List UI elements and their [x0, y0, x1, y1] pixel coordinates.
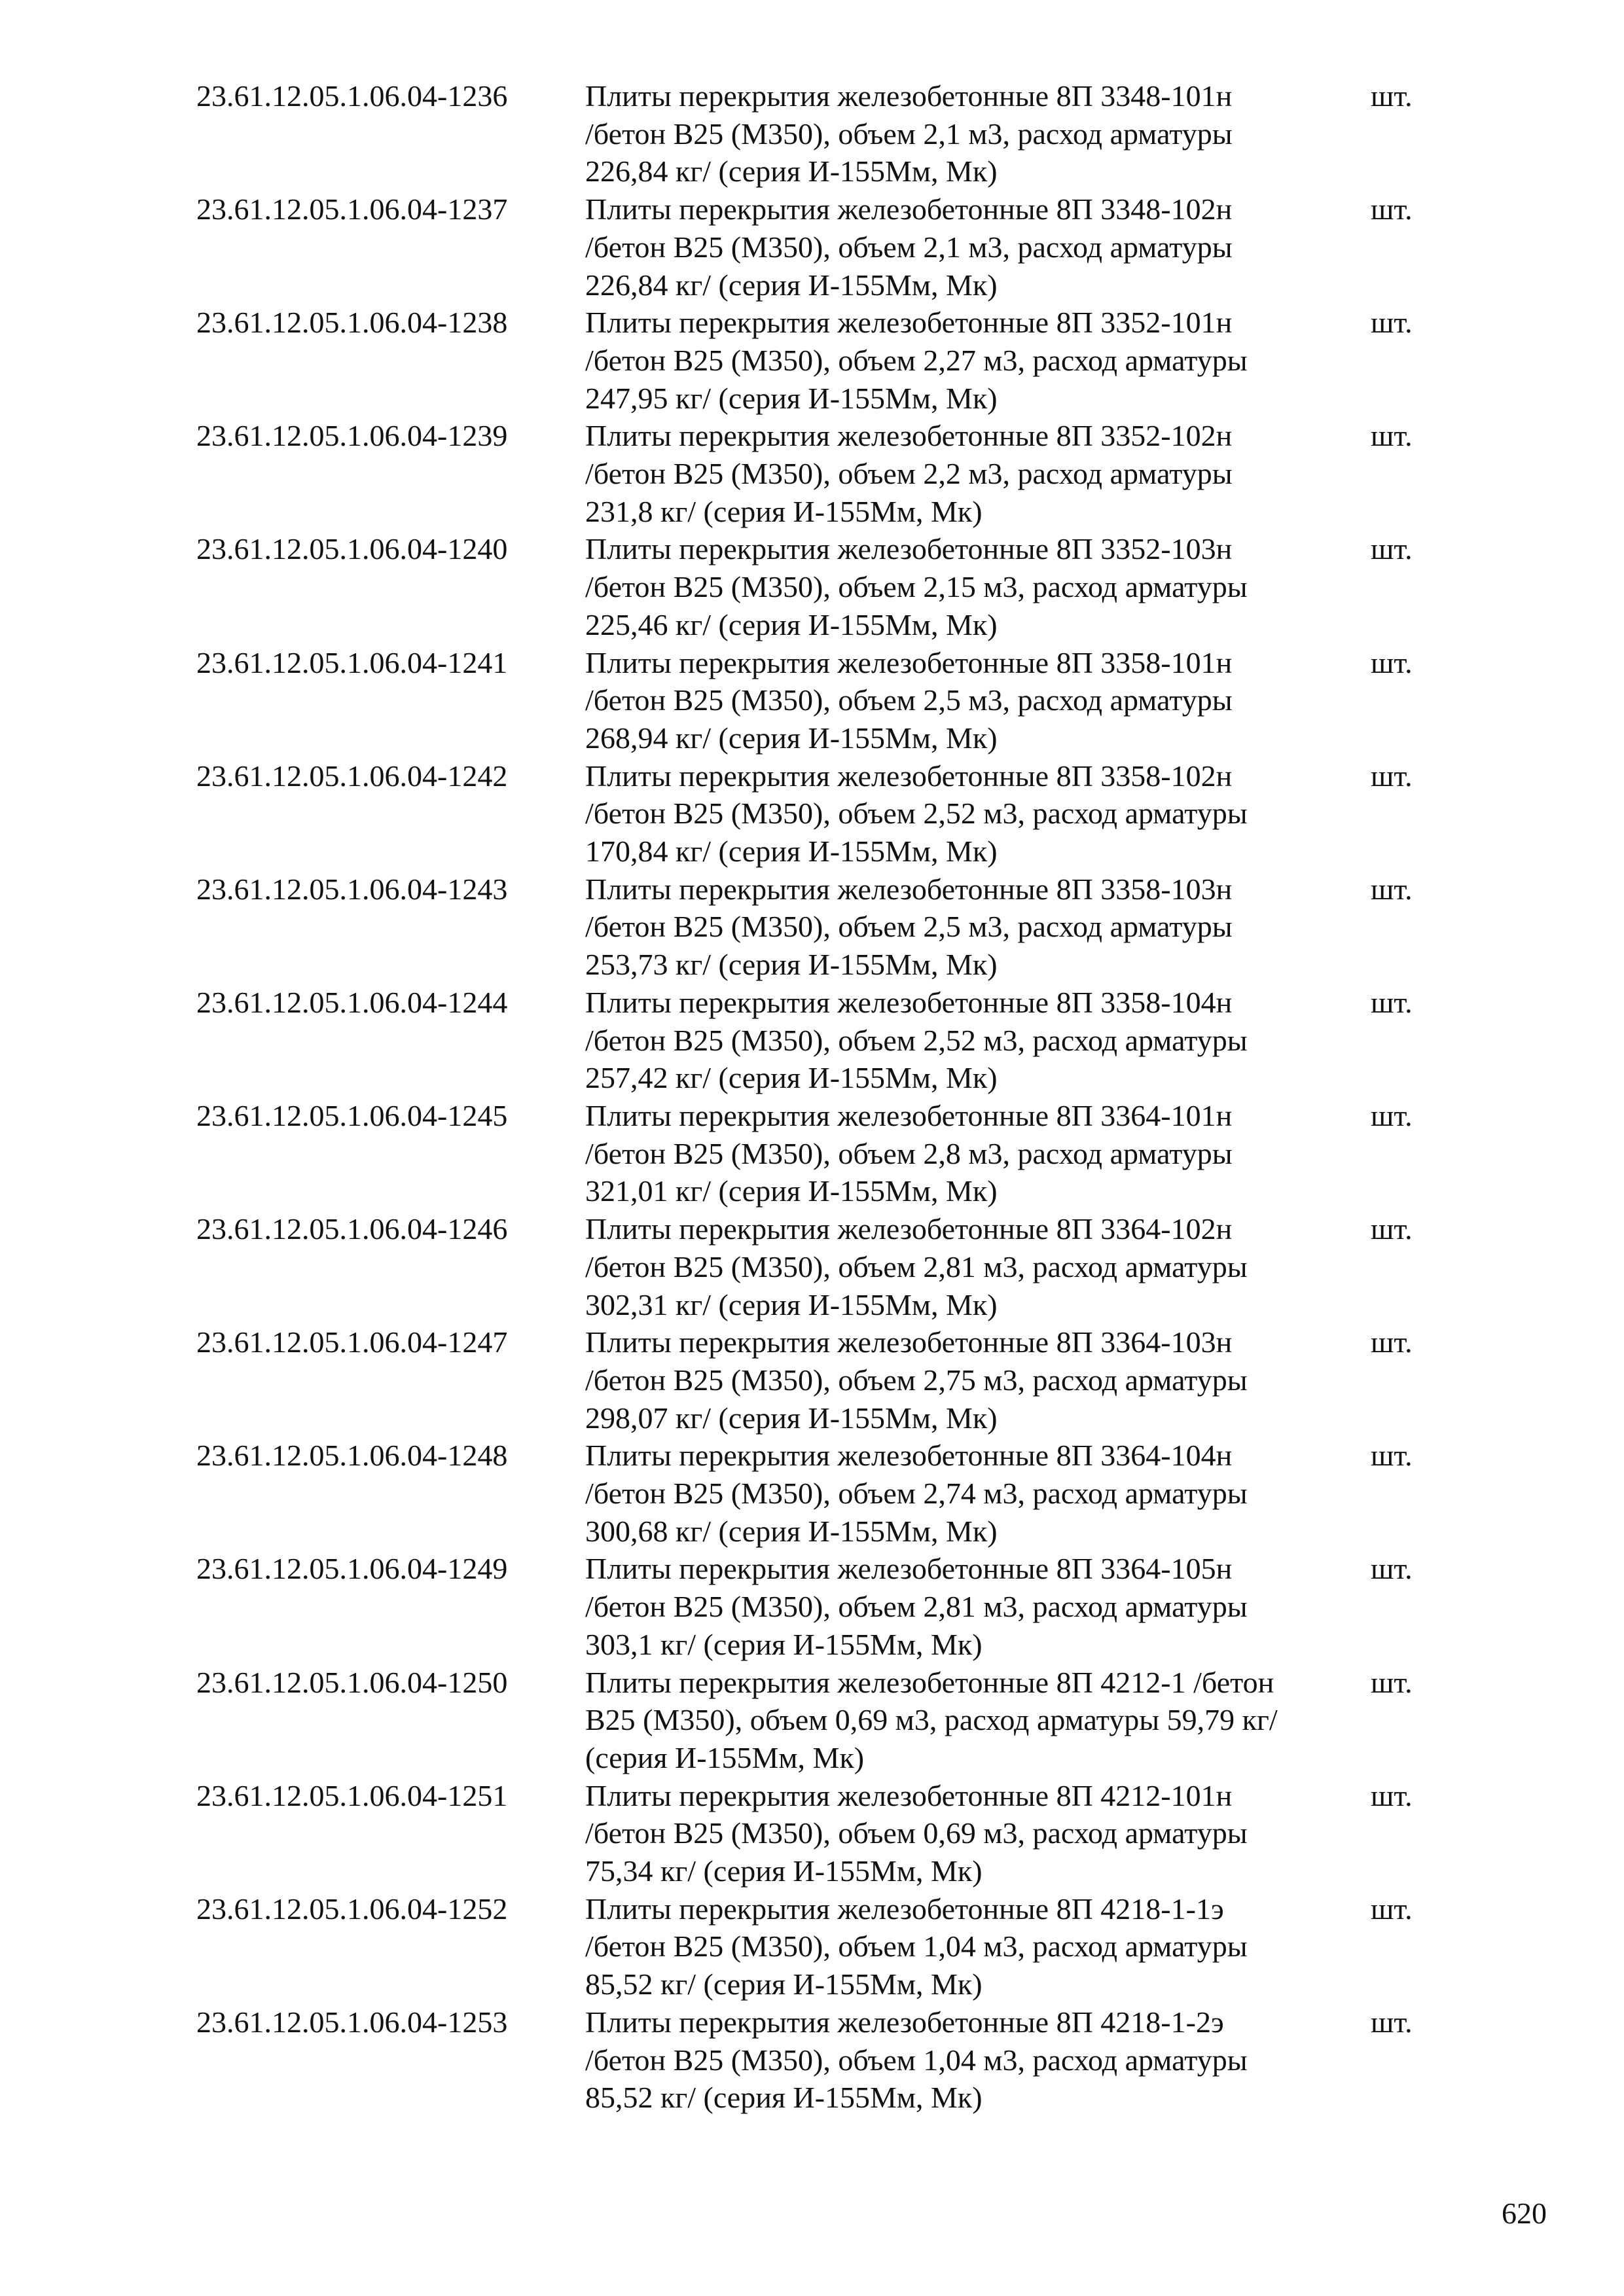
description-line: /бетон В25 (М350), объем 2,52 м3, расход арматуры [585, 797, 1248, 831]
description-line: /бетон В25 (М350), объем 2,1 м3, расход арматуры [585, 117, 1233, 151]
description-line: Плиты перекрытия железобетонные 8П 3364-101н [585, 1098, 1233, 1132]
item-code: 23.61.12.05.1.06.04-1241 [196, 645, 508, 679]
item-description [585, 644, 1371, 757]
description-line: Плиты перекрытия железобетонные 8П 3348-102н [585, 192, 1233, 226]
item-code: 23.61.12.05.1.06.04-1243 [196, 872, 508, 906]
list-item [196, 1550, 1440, 1663]
item-description [585, 530, 1371, 643]
item-code: 23.61.12.05.1.06.04-1240 [196, 532, 508, 566]
item-unit: шт. [1371, 306, 1413, 340]
description-line: Плиты перекрытия железобетонные 8П 3352-101н [585, 306, 1233, 340]
description-line: 257,42 кг/ (серия И-155Мм, Мк) [585, 1061, 998, 1095]
description-line: /бетон В25 (М350), объем 2,5 м3, расход арматуры [585, 910, 1233, 944]
item-code: 23.61.12.05.1.06.04-1245 [196, 1098, 508, 1132]
description-line: 298,07 кг/ (серия И-155Мм, Мк) [585, 1401, 998, 1435]
list-item [196, 984, 1440, 1097]
item-unit: шт. [1371, 759, 1413, 793]
item-description [585, 1097, 1371, 1210]
description-line: Плиты перекрытия железобетонные 8П 3364-103н [585, 1325, 1233, 1359]
description-line: /бетон В25 (М350), объем 2,75 м3, расход арматуры [585, 1363, 1248, 1397]
description-line: 303,1 кг/ (серия И-155Мм, Мк) [585, 1627, 983, 1661]
item-description [585, 304, 1371, 417]
item-description [585, 77, 1371, 190]
list-item [196, 530, 1440, 643]
description-line: Плиты перекрытия железобетонные 8П 3358-101н [585, 645, 1233, 679]
item-description [585, 1664, 1371, 1777]
description-line: 253,73 кг/ (серия И-155Мм, Мк) [585, 948, 998, 982]
item-code: 23.61.12.05.1.06.04-1247 [196, 1325, 508, 1359]
item-description [585, 1890, 1371, 2003]
description-line: 85,52 кг/ (серия И-155Мм, Мк) [585, 2081, 983, 2115]
item-unit: шт. [1371, 1325, 1413, 1359]
description-line: Плиты перекрытия железобетонные 8П 4218-1-2э [585, 2005, 1224, 2039]
item-unit: шт. [1371, 192, 1413, 226]
description-line: /бетон В25 (М350), объем 1,04 м3, расход арматуры [585, 1929, 1248, 1964]
description-line: /бетон В25 (М350), объем 2,81 м3, расход арматуры [585, 1590, 1248, 1624]
item-code: 23.61.12.05.1.06.04-1246 [196, 1212, 508, 1246]
description-line: Плиты перекрытия железобетонные 8П 3358-103н [585, 872, 1233, 906]
item-code: 23.61.12.05.1.06.04-1242 [196, 759, 508, 793]
description-line: /бетон В25 (М350), объем 2,27 м3, расход арматуры [585, 343, 1248, 377]
description-line: 268,94 кг/ (серия И-155Мм, Мк) [585, 721, 998, 755]
list-item [196, 1437, 1440, 1550]
description-line: Плиты перекрытия железобетонные 8П 3364-105н [585, 1552, 1233, 1586]
description-line: 302,31 кг/ (серия И-155Мм, Мк) [585, 1287, 998, 1321]
description-line: 231,8 кг/ (серия И-155Мм, Мк) [585, 494, 983, 528]
description-line: Плиты перекрытия железобетонные 8П 3364-104н [585, 1439, 1233, 1473]
item-description [585, 984, 1371, 1097]
description-line: /бетон В25 (М350), объем 2,5 м3, расход арматуры [585, 683, 1233, 717]
description-line: /бетон В25 (М350), объем 2,1 м3, расход арматуры [585, 230, 1233, 264]
item-code: 23.61.12.05.1.06.04-1249 [196, 1552, 508, 1586]
page-number: 620 [1502, 2197, 1547, 2230]
entry-list [196, 77, 1440, 2117]
item-description [585, 190, 1371, 304]
item-unit: шт. [1371, 1892, 1413, 1926]
description-line: 75,34 кг/ (серия И-155Мм, Мк) [585, 1854, 983, 1888]
item-description [585, 1437, 1371, 1550]
description-line: 321,01 кг/ (серия И-155Мм, Мк) [585, 1174, 998, 1208]
item-description [585, 2003, 1371, 2117]
description-line: 300,68 кг/ (серия И-155Мм, Мк) [585, 1514, 998, 1548]
description-line: Плиты перекрытия железобетонные 8П 3358-102н [585, 759, 1233, 793]
list-item [196, 304, 1440, 417]
list-item [196, 2003, 1440, 2117]
item-unit: шт. [1371, 872, 1413, 906]
description-line: Плиты перекрытия железобетонные 8П 3364-102н [585, 1212, 1233, 1246]
description-line: (серия И-155Мм, Мк) [585, 1740, 865, 1774]
item-description [585, 1777, 1371, 1890]
item-code: 23.61.12.05.1.06.04-1244 [196, 985, 508, 1019]
item-code: 23.61.12.05.1.06.04-1238 [196, 306, 508, 340]
item-code: 23.61.12.05.1.06.04-1236 [196, 79, 508, 113]
description-line: /бетон В25 (М350), объем 2,52 м3, расход арматуры [585, 1023, 1248, 1057]
description-line: Плиты перекрытия железобетонные 8П 3358-104н [585, 985, 1233, 1019]
item-code: 23.61.12.05.1.06.04-1253 [196, 2005, 508, 2039]
description-line: Плиты перекрытия железобетонные 8П 4212-101н [585, 1778, 1233, 1812]
item-description [585, 757, 1371, 870]
description-line: Плиты перекрытия железобетонные 8П 3352-102н [585, 419, 1233, 453]
item-unit: шт. [1371, 419, 1413, 453]
list-item [196, 417, 1440, 530]
description-line: 85,52 кг/ (серия И-155Мм, Мк) [585, 1967, 983, 2001]
description-line: Плиты перекрытия железобетонные 8П 4212-1 /бетон [585, 1665, 1274, 1699]
description-line: 226,84 кг/ (серия И-155Мм, Мк) [585, 154, 998, 188]
item-unit: шт. [1371, 79, 1413, 113]
list-item [196, 1323, 1440, 1437]
list-item [196, 1890, 1440, 2003]
item-unit: шт. [1371, 1778, 1413, 1812]
item-description [585, 1323, 1371, 1437]
item-code: 23.61.12.05.1.06.04-1250 [196, 1665, 508, 1699]
list-item [196, 644, 1440, 757]
description-line: 225,46 кг/ (серия И-155Мм, Мк) [585, 607, 998, 641]
item-description [585, 870, 1371, 984]
item-description [585, 1210, 1371, 1323]
description-line: Плиты перекрытия железобетонные 8П 4218-1-1э [585, 1892, 1224, 1926]
item-unit: шт. [1371, 1212, 1413, 1246]
description-line: /бетон В25 (М350), объем 2,8 м3, расход арматуры [585, 1136, 1233, 1170]
description-line: /бетон В25 (М350), объем 2,15 м3, расход арматуры [585, 570, 1248, 604]
item-code: 23.61.12.05.1.06.04-1237 [196, 192, 508, 226]
item-code: 23.61.12.05.1.06.04-1248 [196, 1439, 508, 1473]
list-item [196, 190, 1440, 304]
item-code: 23.61.12.05.1.06.04-1251 [196, 1778, 508, 1812]
description-line: /бетон В25 (М350), объем 2,74 м3, расход арматуры [585, 1477, 1248, 1511]
item-unit: шт. [1371, 1098, 1413, 1132]
description-line: /бетон В25 (М350), объем 2,81 м3, расход арматуры [585, 1249, 1248, 1283]
list-item [196, 1097, 1440, 1210]
item-unit: шт. [1371, 1552, 1413, 1586]
description-line: В25 (М350), объем 0,69 м3, расход арматуры 59,79 кг/ [585, 1703, 1278, 1737]
item-code: 23.61.12.05.1.06.04-1239 [196, 419, 508, 453]
description-line: 226,84 кг/ (серия И-155Мм, Мк) [585, 268, 998, 302]
description-line: 170,84 кг/ (серия И-155Мм, Мк) [585, 834, 998, 869]
item-unit: шт. [1371, 1439, 1413, 1473]
item-description [585, 1550, 1371, 1663]
item-unit: шт. [1371, 1665, 1413, 1699]
list-item [196, 870, 1440, 984]
list-item [196, 1777, 1440, 1890]
description-line: Плиты перекрытия железобетонные 8П 3348-101н [585, 79, 1233, 113]
item-unit: шт. [1371, 645, 1413, 679]
description-line: /бетон В25 (М350), объем 0,69 м3, расход арматуры [585, 1816, 1248, 1850]
description-line: Плиты перекрытия железобетонные 8П 3352-103н [585, 532, 1233, 566]
list-item [196, 1664, 1440, 1777]
list-item [196, 1210, 1440, 1323]
description-line: 247,95 кг/ (серия И-155Мм, Мк) [585, 381, 998, 415]
description-line: /бетон В25 (М350), объем 1,04 м3, расход арматуры [585, 2043, 1248, 2077]
item-description [585, 417, 1371, 530]
item-unit: шт. [1371, 2005, 1413, 2039]
list-item [196, 77, 1440, 190]
list-item [196, 757, 1440, 870]
item-unit: шт. [1371, 532, 1413, 566]
item-code: 23.61.12.05.1.06.04-1252 [196, 1892, 508, 1926]
item-unit: шт. [1371, 985, 1413, 1019]
description-line: /бетон В25 (М350), объем 2,2 м3, расход арматуры [585, 457, 1233, 491]
